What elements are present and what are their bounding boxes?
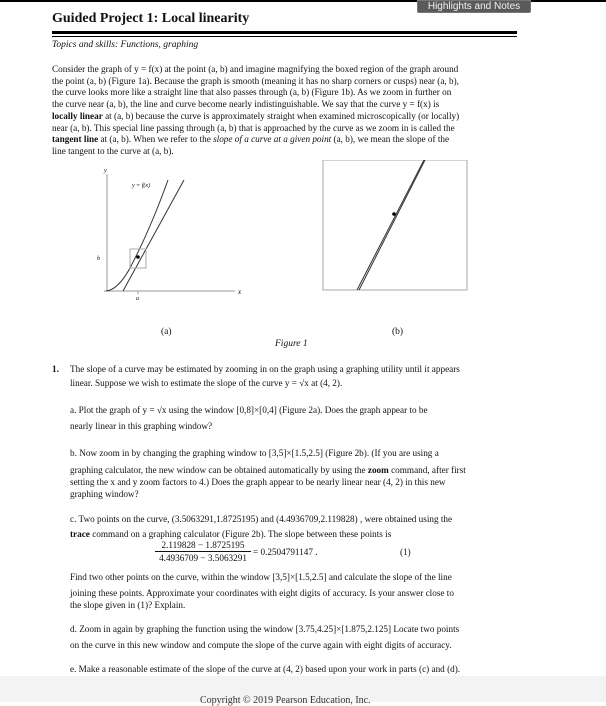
numerator: 2.119828 − 1.8725195 (155, 540, 251, 552)
caption-a: (a) (161, 327, 172, 337)
point-ab-zoomed (392, 212, 396, 216)
equation-number: (1) (400, 547, 411, 557)
topics-line: Topics and skills: Functions, graphing (52, 40, 199, 50)
problem-text: linear. Suppose we wish to estimate the slope of the curve y = √x at (4, 2). (70, 378, 343, 388)
y-axis-label: y (104, 168, 107, 174)
part-b-text: b. Now zoom in by changing the graphing window to [3,5]×[1.5,2.5] (Figure 2b). (If you are using a (70, 448, 439, 458)
intro-line: the point (a, b) (Figure 1a). Because the graph is smooth (meaning it has no sharp corners or cusps) near (a, b), (52, 75, 459, 86)
x-axis-label: x (238, 288, 242, 296)
trace-term: trace (70, 529, 90, 539)
caption-b: (b) (392, 327, 404, 337)
intro-text: (a, b), we mean the slope of the (331, 134, 450, 145)
part-a-text: a. Plot the graph of y = √x using the window [0,8]×[0,4] (Figure 2a). Does the graph appear to be (70, 405, 428, 415)
intro-paragraph (52, 64, 522, 158)
zoomed-curve (357, 160, 424, 290)
part-e-text: e. Make a reasonable estimate of the slope of the curve at (4, 2) based upon your work in parts (c) and (d). (70, 664, 461, 674)
part-c-text: joining these points. Approximate your coordinates with eight digits of accuracy. Is your answer close to (70, 588, 454, 598)
part-d-text: d. Zoom in again by graphing the function using the window [3.75,4.25]×[1.875,2.125] Locate two points (70, 624, 460, 634)
text: command, after first (388, 465, 466, 475)
figure-1b (323, 160, 467, 290)
point-ab (136, 255, 140, 259)
part-a-text: nearly linear in this graphing window? (70, 421, 213, 431)
denominator: 4.4936709 − 3.5063291 (159, 553, 247, 563)
term-tangent-line: tangent line (52, 134, 99, 145)
intro-italic: slope of a curve at a given point (213, 134, 332, 145)
intro-line: line tangent to the curve at (a, b). (52, 145, 174, 156)
problem-text: The slope of a curve may be estimated by zooming in on the graph using a graphing utility until it appears (70, 364, 460, 374)
text: command on a graphing calculator (Figure 2b). The slope between these points is (89, 529, 392, 539)
text: graphing calculator, the new window can be obtained automatically by using the (70, 465, 368, 475)
title-rule-thick (52, 31, 517, 34)
part-c-text: the slope given in (1)? Explain. (70, 600, 186, 610)
part-b-text: graphing window? (70, 489, 139, 499)
intro-line (52, 111, 522, 123)
figure-1 (0, 160, 606, 360)
zoomed-tangent (359, 160, 425, 290)
zoom-term: zoom (367, 465, 389, 475)
problem-number: 1. (52, 364, 59, 374)
slope-fraction (155, 540, 251, 564)
curve-label: y = f(x) (132, 183, 151, 189)
part-d-text: on the curve in this new window and compute the slope of the curve again with eight digits of accuracy. (70, 640, 452, 650)
intro-line: the curve near (a, b), the line and curve become nearly indistinguishable. We say that the curve y = f(x) is (52, 99, 440, 110)
intro-text: at (a, b). When we refer to the (98, 134, 214, 145)
intro-line: near (a, b). This special line passing through (a, b) that is approached by the curve as we zoom in is called the (52, 122, 455, 133)
curve (106, 180, 168, 291)
intro-line (52, 134, 522, 146)
part-c-text: Find two other points on the curve, within the window [3,5]×[1.5,2.5] and calculate the slope of the line (70, 572, 452, 582)
part-c-text: c. Two points on the curve, (3.5063291,1.8725195) and (4.4936709,2.119828) , were obtained using the (70, 514, 453, 524)
intro-line: the curve looks more like a straight line that also passes through (a, b) (Figure 1b). As we zoom in further on (52, 87, 452, 98)
highlights-and-notes-button[interactable]: Highlights and Notes (417, 0, 531, 13)
figure-title: Figure 1 (275, 339, 308, 349)
term-locally-linear: locally linear (52, 110, 103, 121)
page-title: Guided Project 1: Local linearity (52, 11, 250, 26)
title-rule-thin (52, 36, 517, 37)
b-label: b (97, 256, 100, 262)
tangent-line (123, 180, 184, 291)
a-label: a (136, 296, 139, 302)
figure-1a (97, 168, 242, 302)
intro-text: at (a, b) because the curve is approximately straight when examined microscopically (or locally) (102, 110, 460, 121)
part-b-text: setting the x and y zoom factors to 4.) Does the graph appear to be nearly linear near (4, 2) in this new (70, 477, 446, 487)
slope-result: = 0.2504791147 . (253, 547, 318, 557)
part-c-text (70, 528, 391, 540)
intro-line: Consider the graph of y = f(x) at the point (a, b) and imagine magnifying the boxed region of the graph around (52, 64, 459, 74)
part-b-text (70, 464, 466, 476)
zoom-frame (323, 160, 467, 290)
copyright: Copyright © 2019 Pearson Education, Inc. (200, 695, 371, 706)
